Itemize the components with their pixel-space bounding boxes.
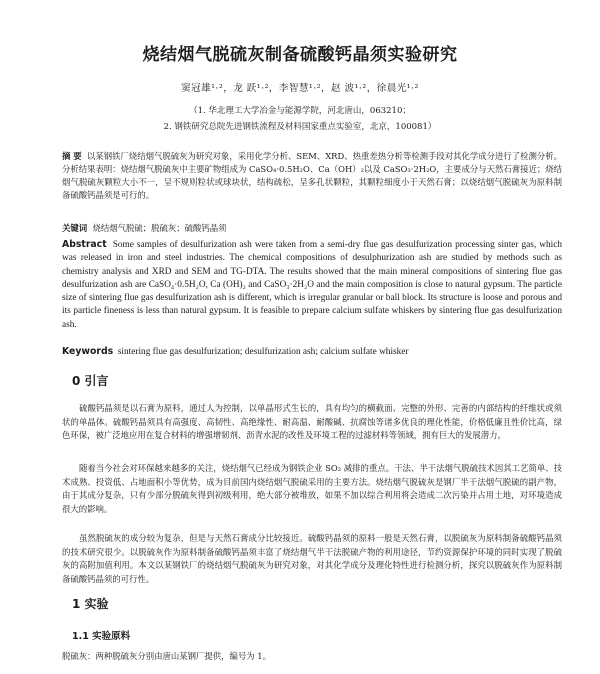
keywords-en-text: sintering flue gas desulfurization; desulfurization ash; calcium sulfate whisker [117,347,409,357]
keywords-cn-label: 关键词 [62,223,88,233]
section-1-heading: 1 实验 [72,597,109,611]
section-1-1-text: 脱硫灰：两种脱硫灰分别由唐山某钢厂提供，编号为 1。 [62,651,271,661]
section-0-paragraph-3: 虽然脱硫灰的成分较为复杂，但是与天然石膏成分比较接近。硫酸钙晶须的原料一般是天然石膏，以脱硫灰为原料制备硫酸钙晶须的技术研究很少。以脱硫灰作为原料制备硫酸钙晶须丰富了烧结烟气半干法脱硫产物的利用途径，节约资源保护环境的同时实现了脱硫灰的高附加值利用。本文以某钢铁厂的烧结烟气脱硫灰为研究对象，对其化学成分及理化特性进行检测分析，探究以脱硫灰作为原料制备硫酸钙晶须的可行性。 [62,533,562,584]
keywords-cn-text: 烧结烟气脱硫；脱硫灰；硫酸钙晶须 [92,223,227,233]
abstract-cn-label: 摘 要 [62,151,82,161]
keywords-cn [62,222,562,235]
affiliation-line-1: （1. 华北理工大学冶金与能源学院，河北唐山，063210； [189,106,411,116]
abstract-cn [62,150,562,202]
author-list: 窦冠雄¹·²，龙 跃¹·²，李智慧¹·²，赵 波¹·²，徐晨光¹·² [181,83,419,94]
section-0-paragraph-1: 硫酸钙晶须是以石膏为原料，通过人为控制，以单晶形式生长的，具有均匀的横截面、完整的外形、完善的内部结构的纤维状或须状的单晶体。硫酸钙晶须具有高强度、高韧性、高绝缘性、耐高温、耐酸碱、抗腐蚀等诸多优良的理化性能，价格低廉且性价比高，绿色环保，被广泛地应用在复合材料的增强增韧剂、沥青水泥的改性及环境工程的过滤材料等领域，拥有巨大的发展潜力。 [62,403,562,441]
keywords-en-label: Keywords [62,346,114,357]
abstract-en-label: Abstract [62,239,107,250]
abstract-en-text: Some samples of desulfurization ash were taken from a semi-dry flue gas desulfurization processing sinter gas, which was released in iron and steel industries. The chemical compositions of desulphurization ash are studied by methods such as chemistry analysis and XRD and SEM and TG-DTA. The results showed that the main mineral compositions of sintering flue gas desulfurization ash are CaSO₄·0.5H₂O, Ca (OH)₂ and CaSO₃·2H₂O and the main composition is close to natural gypsum. The particle size of sintering flue gas desulfurization ash is different, which is irregular granular or ball block. Its structure is loose and porous and its particle fineness is less than natural gypsum. It is feasible to prepare calcium sulfate whiskers by sintering flue gas desulfurization ash. [62,240,562,330]
section-0-heading: 0 引言 [72,374,109,388]
abstract-en [62,238,562,332]
keywords-en [62,345,562,359]
paper-title: 烧结烟气脱硫灰制备硫酸钙晶须实验研究 [142,45,458,65]
abstract-cn-text: 以某钢铁厂烧结烟气脱硫灰为研究对象，采用化学分析、SEM、XRD、热重差热分析等检测手段对其化学成分进行了检测分析。分析结果表明：烧结烟气脱硫灰中主要矿物组成为 CaSO₄·0.5H₂O、Ca（OH）₂以及 CaSO₃·2H₂O，主要成分与天然石膏接近；烧结烟气脱硫灰颗粒大小不一，呈不规则粒状或球块状，结构疏松，呈多孔状颗粒，其颗粒细度小于天然石膏；以烧结烟气脱硫灰为原料制备硫酸钙晶须是可行的。 [62,151,562,200]
affiliation-line-2: 2. 钢铁研究总院先进钢铁流程及材料国家重点实验室，北京，100081） [163,122,437,132]
section-1-1-heading: 1.1 实验原料 [72,631,131,642]
section-0-paragraph-2: 随着当今社会对环保越来越多的关注，烧结烟气已经成为钢铁企业 SO₂ 减排的重点。干法、半干法烟气脱硫技术因其工艺简单、技术成熟、投资低、占地面积小等优势，成为目前国内烧结烟气脱硫采用的主要方法。烧结烟气脱硫灰是钢厂半干法烟气脱硫的副产物，由于其成分复杂，只有少部分脱硫灰得到初级利用，绝大部分被堆放，如果不加以综合利用将会造成二次污染并占用土地，对环境造成很大的影响。 [62,463,562,514]
